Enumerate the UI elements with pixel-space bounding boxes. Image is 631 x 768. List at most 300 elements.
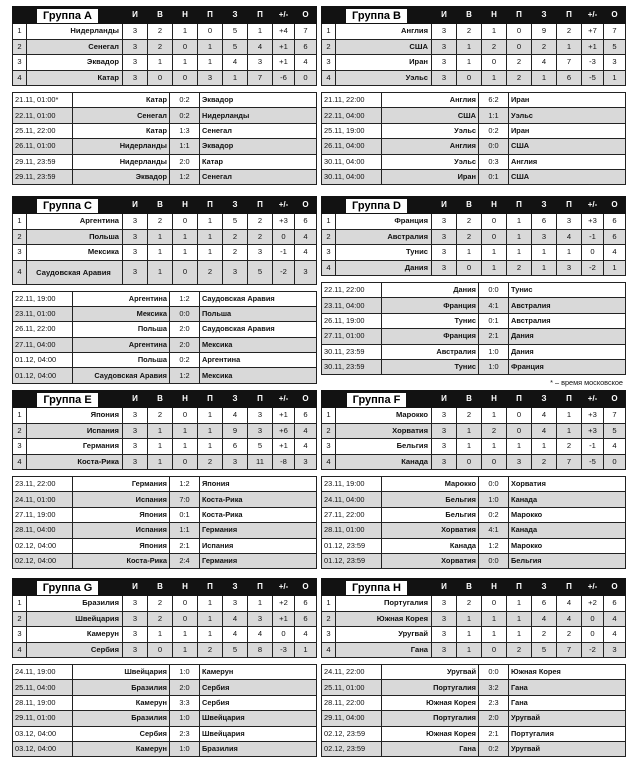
column-header: З — [223, 7, 248, 24]
match-date: 27.11, 22:00 — [322, 507, 382, 522]
group-block — [321, 578, 625, 757]
team-name: Англия — [336, 24, 432, 40]
team-name: Канада — [336, 454, 432, 470]
match-date: 02.12, 23:59 — [322, 726, 382, 741]
stat-cell: 3 — [432, 642, 457, 658]
away-team: Мексика — [200, 337, 317, 352]
home-team: Хорватия — [382, 523, 479, 538]
position-cell: 1 — [322, 596, 336, 612]
stat-cell: 4 — [557, 596, 582, 612]
away-team: Уругвай — [509, 741, 626, 756]
matches-table — [321, 664, 626, 757]
column-header: О — [295, 391, 317, 408]
away-team: Германия — [200, 523, 317, 538]
stat-cell: 2 — [148, 408, 173, 424]
standings-row — [13, 70, 317, 86]
group-header — [322, 391, 432, 408]
standings-row — [322, 423, 626, 439]
match-score: 1:0 — [479, 344, 509, 359]
stat-cell: +6 — [273, 423, 295, 439]
match-row — [322, 553, 626, 568]
away-team: Южная Корея — [509, 665, 626, 680]
home-team: Испания — [73, 523, 170, 538]
away-team: Катар — [200, 154, 317, 169]
standings-row — [13, 39, 317, 55]
group-title: Группа G — [37, 581, 99, 595]
stat-cell: 1 — [295, 642, 317, 658]
column-header: В — [457, 579, 482, 596]
match-row — [13, 93, 317, 108]
match-score: 1:0 — [170, 665, 200, 680]
stat-cell: 4 — [248, 627, 273, 643]
column-header: И — [432, 391, 457, 408]
match-row — [13, 139, 317, 154]
stat-cell: 0 — [482, 596, 507, 612]
team-name: Швейцария — [27, 611, 123, 627]
stat-cell: 1 — [173, 24, 198, 40]
match-row — [13, 726, 317, 741]
stat-cell: +2 — [582, 596, 604, 612]
stat-cell: 3 — [248, 423, 273, 439]
stat-cell: +1 — [582, 39, 604, 55]
column-header: П — [557, 7, 582, 24]
stat-cell: 1 — [557, 408, 582, 424]
stat-cell: 1 — [482, 245, 507, 261]
standings-row — [13, 260, 317, 284]
stat-cell: 1 — [173, 642, 198, 658]
away-team: Австралия — [509, 298, 626, 313]
standings-row — [13, 454, 317, 470]
standings-row — [322, 642, 626, 658]
column-header: Н — [482, 391, 507, 408]
stat-cell: +7 — [582, 24, 604, 40]
stat-cell: 1 — [198, 627, 223, 643]
column-header: О — [295, 579, 317, 596]
match-date: 22.11, 04:00 — [322, 108, 382, 123]
team-name: Бразилия — [27, 596, 123, 612]
stat-cell: 2 — [457, 24, 482, 40]
stat-cell: 2 — [148, 39, 173, 55]
home-team: Англия — [382, 139, 479, 154]
match-score: 1:2 — [170, 169, 200, 184]
home-team: Тунис — [382, 313, 479, 328]
stat-cell: 1 — [148, 454, 173, 470]
team-name: Камерун — [27, 627, 123, 643]
away-team: Аргентина — [200, 353, 317, 368]
away-team: Иран — [509, 93, 626, 108]
stat-cell: 6 — [295, 596, 317, 612]
stat-cell: 3 — [432, 454, 457, 470]
stat-cell: +1 — [273, 55, 295, 71]
stat-cell: 5 — [604, 423, 626, 439]
match-date: 01.12, 23:59 — [322, 538, 382, 553]
column-header: Н — [173, 197, 198, 214]
column-header: П — [507, 579, 532, 596]
stat-cell: 4 — [223, 611, 248, 627]
match-score: 1:1 — [479, 108, 509, 123]
home-team: Гана — [382, 741, 479, 756]
stat-cell: 1 — [198, 596, 223, 612]
group-title: Группа Е — [37, 393, 97, 407]
match-row — [322, 283, 626, 298]
home-team: Уэльс — [382, 154, 479, 169]
stat-cell: 2 — [198, 260, 223, 284]
away-team: Сербия — [200, 680, 317, 695]
stat-cell: 3 — [604, 55, 626, 71]
match-date: 26.11, 04:00 — [322, 139, 382, 154]
home-team: Дания — [382, 283, 479, 298]
match-date: 23.11, 19:00 — [322, 477, 382, 492]
match-row — [13, 353, 317, 368]
home-team: США — [382, 108, 479, 123]
match-date: 21.11, 22:00 — [322, 93, 382, 108]
stat-cell: 3 — [198, 70, 223, 86]
stat-cell: 4 — [604, 627, 626, 643]
standings-row — [322, 408, 626, 424]
position-cell: 4 — [322, 454, 336, 470]
position-cell: 2 — [322, 611, 336, 627]
match-date: 21.11, 01:00* — [13, 93, 73, 108]
match-row — [13, 123, 317, 138]
away-team: Эквадор — [200, 139, 317, 154]
stat-cell: 3 — [123, 245, 148, 261]
stat-cell: 0 — [173, 408, 198, 424]
stat-cell: 6 — [295, 611, 317, 627]
stat-cell: 2 — [482, 423, 507, 439]
standings-row — [13, 611, 317, 627]
column-header: О — [604, 197, 626, 214]
stat-cell: 1 — [198, 214, 223, 230]
stat-cell: 3 — [295, 260, 317, 284]
match-date: 23.11, 01:00 — [13, 306, 73, 321]
column-header: Н — [482, 7, 507, 24]
stat-cell: 1 — [482, 439, 507, 455]
match-row — [13, 322, 317, 337]
stat-cell: 3 — [248, 245, 273, 261]
group-block — [12, 578, 316, 757]
match-row — [322, 726, 626, 741]
matches-table — [321, 92, 626, 185]
match-row — [322, 477, 626, 492]
column-header: З — [532, 391, 557, 408]
stat-cell: 1 — [173, 245, 198, 261]
group-block — [12, 196, 316, 384]
stat-cell: 7 — [557, 642, 582, 658]
column-header: Н — [173, 7, 198, 24]
stat-cell: 2 — [507, 55, 532, 71]
match-score: 0:0 — [479, 665, 509, 680]
column-header: Н — [173, 579, 198, 596]
position-cell: 3 — [13, 245, 27, 261]
home-team: Сенегал — [73, 108, 170, 123]
stat-cell: 3 — [123, 611, 148, 627]
matches-table — [321, 476, 626, 569]
stat-cell: -5 — [582, 70, 604, 86]
team-name: Дания — [336, 260, 432, 276]
stat-cell: 2 — [248, 214, 273, 230]
match-row — [322, 538, 626, 553]
match-row — [13, 741, 317, 756]
column-header: П — [557, 391, 582, 408]
standings-row — [13, 596, 317, 612]
stat-cell: 0 — [482, 454, 507, 470]
match-row — [322, 154, 626, 169]
stat-cell: 3 — [123, 39, 148, 55]
stat-cell: 3 — [604, 642, 626, 658]
position-cell: 2 — [13, 611, 27, 627]
stat-cell: 4 — [532, 408, 557, 424]
match-date: 29.11, 01:00 — [13, 711, 73, 726]
match-row — [13, 665, 317, 680]
standings-row — [322, 24, 626, 40]
stat-cell: 0 — [507, 408, 532, 424]
column-header: Н — [482, 579, 507, 596]
stat-cell: 1 — [557, 245, 582, 261]
home-team: Япония — [73, 507, 170, 522]
standings-row — [322, 229, 626, 245]
column-header: О — [604, 7, 626, 24]
position-cell: 1 — [13, 214, 27, 230]
stat-cell: +4 — [273, 24, 295, 40]
position-cell: 2 — [13, 423, 27, 439]
matches-table — [12, 476, 317, 569]
home-team: Англия — [382, 93, 479, 108]
match-date: 30.11, 23:59 — [322, 359, 382, 374]
stat-cell: 3 — [432, 24, 457, 40]
stat-cell: 1 — [173, 423, 198, 439]
stat-cell: -1 — [582, 439, 604, 455]
stat-cell: 2 — [148, 214, 173, 230]
column-header: П — [198, 197, 223, 214]
stat-cell: 3 — [248, 55, 273, 71]
match-score: 1:2 — [170, 368, 200, 383]
stat-cell: 3 — [123, 454, 148, 470]
match-row — [322, 344, 626, 359]
away-team: Марокко — [509, 507, 626, 522]
stat-cell: 1 — [482, 611, 507, 627]
away-team: Коста-Рика — [200, 507, 317, 522]
team-name: Сенегал — [27, 39, 123, 55]
match-date: 28.11, 04:00 — [13, 523, 73, 538]
stat-cell: 7 — [604, 408, 626, 424]
match-row — [322, 523, 626, 538]
home-team: Камерун — [73, 695, 170, 710]
standings-table — [12, 578, 317, 658]
stat-cell: 0 — [173, 260, 198, 284]
column-header: +/- — [273, 579, 295, 596]
stat-cell: -2 — [273, 260, 295, 284]
column-header: И — [432, 579, 457, 596]
group-title: Группа H — [346, 581, 407, 595]
home-team: Сербия — [73, 726, 170, 741]
team-name: Катар — [27, 70, 123, 86]
match-date: 01.12, 04:00 — [13, 353, 73, 368]
match-date: 30.11, 04:00 — [322, 154, 382, 169]
match-score: 1:0 — [479, 492, 509, 507]
match-score: 0:0 — [479, 283, 509, 298]
stat-cell: 1 — [173, 439, 198, 455]
stat-cell: 0 — [482, 642, 507, 658]
match-row — [13, 477, 317, 492]
match-row — [13, 695, 317, 710]
match-score: 3:2 — [479, 680, 509, 695]
group-header — [322, 197, 432, 214]
home-team: Уэльс — [382, 123, 479, 138]
stat-cell: 0 — [507, 423, 532, 439]
home-team: Нидерланды — [73, 139, 170, 154]
stat-cell: 4 — [295, 245, 317, 261]
standings-row — [13, 24, 317, 40]
team-name: Уэльс — [336, 70, 432, 86]
position-cell: 2 — [322, 39, 336, 55]
stat-cell: 3 — [123, 214, 148, 230]
stat-cell: 5 — [223, 24, 248, 40]
home-team: Эквадор — [73, 169, 170, 184]
standings-table — [321, 196, 626, 276]
stat-cell: +3 — [582, 423, 604, 439]
column-header: П — [198, 391, 223, 408]
home-team: Швейцария — [73, 665, 170, 680]
stat-cell: 0 — [173, 454, 198, 470]
standings-row — [322, 260, 626, 276]
position-cell: 2 — [322, 229, 336, 245]
stat-cell: 4 — [295, 423, 317, 439]
standings-table — [321, 578, 626, 658]
column-header: И — [123, 7, 148, 24]
away-team: Франция — [509, 359, 626, 374]
home-team: Южная Корея — [382, 726, 479, 741]
match-score: 0:0 — [170, 306, 200, 321]
standings-row — [13, 642, 317, 658]
match-row — [13, 337, 317, 352]
home-team: Мексика — [73, 306, 170, 321]
standings-row — [322, 214, 626, 230]
home-team: Катар — [73, 123, 170, 138]
stat-cell: 4 — [532, 423, 557, 439]
match-score: 0:0 — [479, 553, 509, 568]
standings-row — [322, 39, 626, 55]
stat-cell: 6 — [295, 214, 317, 230]
stat-cell: 4 — [604, 245, 626, 261]
away-team: Сербия — [200, 695, 317, 710]
match-date: 03.12, 04:00 — [13, 741, 73, 756]
match-date: 23.11, 04:00 — [322, 298, 382, 313]
stat-cell: 0 — [582, 611, 604, 627]
stat-cell: 1 — [482, 70, 507, 86]
away-team: Дания — [509, 329, 626, 344]
column-header: З — [532, 579, 557, 596]
stat-cell: +1 — [273, 611, 295, 627]
matches-table — [12, 664, 317, 757]
stat-cell: 4 — [604, 611, 626, 627]
match-score: 0:2 — [479, 741, 509, 756]
match-score: 0:0 — [479, 477, 509, 492]
stat-cell: 4 — [295, 229, 317, 245]
stat-cell: -2 — [582, 642, 604, 658]
position-cell: 2 — [13, 229, 27, 245]
position-cell: 3 — [322, 627, 336, 643]
stat-cell: 2 — [507, 260, 532, 276]
match-score: 4:1 — [479, 523, 509, 538]
group-header — [322, 7, 432, 24]
match-row — [322, 329, 626, 344]
standings-row — [322, 245, 626, 261]
stat-cell: 2 — [223, 245, 248, 261]
match-date: 02.12, 23:59 — [322, 741, 382, 756]
match-date: 27.11, 04:00 — [13, 337, 73, 352]
away-team: Хорватия — [509, 477, 626, 492]
stat-cell: 3 — [123, 260, 148, 284]
match-date: 30.11, 04:00 — [322, 169, 382, 184]
match-score: 1:0 — [479, 359, 509, 374]
stat-cell: 1 — [532, 70, 557, 86]
stat-cell: 0 — [148, 642, 173, 658]
stat-cell: 6 — [604, 214, 626, 230]
group-header — [13, 197, 123, 214]
stat-cell: 4 — [532, 55, 557, 71]
stat-cell: 2 — [198, 642, 223, 658]
away-team: Швейцария — [200, 726, 317, 741]
column-header: П — [557, 197, 582, 214]
stat-cell: +1 — [273, 439, 295, 455]
match-date: 24.11, 01:00 — [13, 492, 73, 507]
stat-cell: 1 — [198, 611, 223, 627]
stat-cell: 3 — [432, 596, 457, 612]
match-score: 2:0 — [479, 711, 509, 726]
stat-cell: 1 — [507, 439, 532, 455]
stat-cell: -6 — [273, 70, 295, 86]
home-team: Бразилия — [73, 711, 170, 726]
stat-cell: 0 — [295, 70, 317, 86]
team-name: Мексика — [27, 245, 123, 261]
stat-cell: 4 — [532, 611, 557, 627]
away-team: Уэльс — [509, 108, 626, 123]
away-team: Швейцария — [200, 711, 317, 726]
match-score: 0:2 — [479, 123, 509, 138]
stat-cell: +3 — [582, 214, 604, 230]
stat-cell: 3 — [432, 627, 457, 643]
stat-cell: 0 — [457, 454, 482, 470]
position-cell: 3 — [13, 439, 27, 455]
away-team: Япония — [200, 477, 317, 492]
match-date: 29.11, 04:00 — [322, 711, 382, 726]
stat-cell: 0 — [173, 39, 198, 55]
team-name: Хорватия — [336, 423, 432, 439]
home-team: Южная Корея — [382, 695, 479, 710]
stat-cell: 6 — [604, 229, 626, 245]
stat-cell: 5 — [248, 439, 273, 455]
away-team: Мексика — [200, 368, 317, 383]
away-team: Австралия — [509, 313, 626, 328]
position-cell: 3 — [322, 439, 336, 455]
column-header: О — [604, 579, 626, 596]
stat-cell: 9 — [532, 24, 557, 40]
match-score: 1:0 — [170, 741, 200, 756]
stat-cell: 4 — [223, 408, 248, 424]
match-row — [322, 711, 626, 726]
team-name: Португалия — [336, 596, 432, 612]
away-team: Нидерланды — [200, 108, 317, 123]
match-row — [13, 306, 317, 321]
match-score: 1:2 — [170, 477, 200, 492]
stat-cell: 5 — [532, 642, 557, 658]
stat-cell: 3 — [123, 408, 148, 424]
stat-cell: 1 — [173, 55, 198, 71]
stat-cell: 3 — [123, 439, 148, 455]
match-score: 2:1 — [170, 538, 200, 553]
match-row — [322, 695, 626, 710]
match-score: 1:1 — [170, 139, 200, 154]
